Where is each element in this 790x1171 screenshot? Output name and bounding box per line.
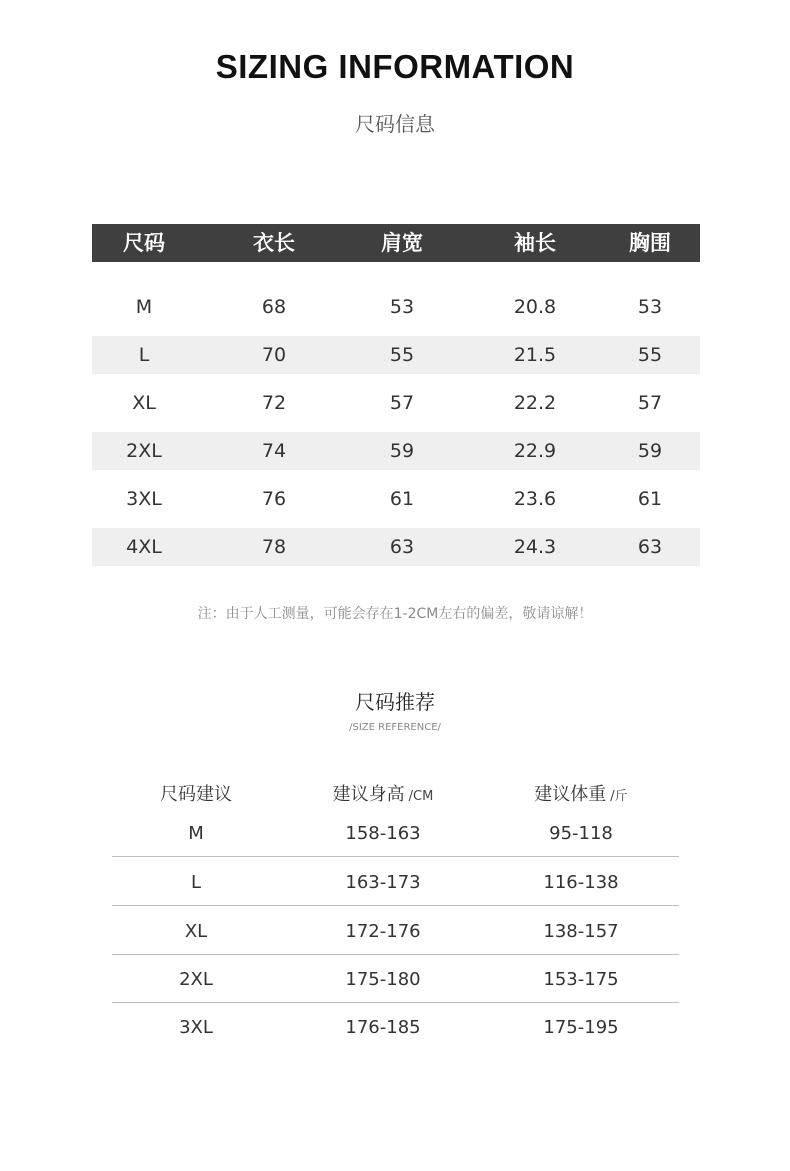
chest-cell: 57 bbox=[637, 392, 663, 414]
size-cell: 4XL bbox=[126, 536, 162, 558]
size-cell: XL bbox=[184, 921, 208, 942]
table-row bbox=[112, 812, 679, 857]
shoulder-cell: 63 bbox=[389, 536, 415, 558]
length-cell: 72 bbox=[261, 392, 287, 414]
chest-cell: 61 bbox=[637, 488, 663, 510]
size-cell: 2XL bbox=[126, 440, 162, 462]
size-cell: XL bbox=[132, 392, 156, 414]
chest-cell: 55 bbox=[637, 344, 663, 366]
length-cell: 76 bbox=[261, 488, 287, 510]
length-cell: 78 bbox=[261, 536, 287, 558]
weight-cell: 153-175 bbox=[543, 969, 619, 990]
header-size: 尺码 bbox=[123, 231, 165, 255]
header-height-unit: /CM bbox=[408, 789, 434, 804]
table-row bbox=[92, 384, 700, 422]
reference-subtitle: /SIZE REFERENCE/ bbox=[349, 722, 441, 733]
size-table bbox=[92, 224, 700, 558]
size-cell: L bbox=[138, 344, 150, 366]
length-cell: 68 bbox=[261, 296, 287, 318]
header-height bbox=[333, 778, 434, 812]
height-cell: 172-176 bbox=[345, 921, 421, 942]
reference-title: 尺码推荐 bbox=[355, 690, 435, 714]
table-row bbox=[92, 288, 700, 326]
size-table-header bbox=[92, 224, 700, 262]
sleeve-cell: 24.3 bbox=[513, 536, 557, 558]
height-cell: 163-173 bbox=[345, 872, 421, 893]
header-size-advice bbox=[160, 778, 232, 812]
page-title: SIZING INFORMATION bbox=[215, 48, 575, 85]
chest-cell: 63 bbox=[637, 536, 663, 558]
measurement-note: 注：由于人工测量，可能会存在1-2CM左右的偏差，敬请谅解！ bbox=[197, 606, 593, 622]
page-subtitle: 尺码信息 bbox=[355, 112, 435, 136]
length-cell: 70 bbox=[261, 344, 287, 366]
length-cell: 74 bbox=[261, 440, 287, 462]
header-weight-unit: /斤 bbox=[610, 789, 628, 804]
chest-cell: 59 bbox=[637, 440, 663, 462]
header-length: 衣长 bbox=[253, 231, 295, 255]
shoulder-cell: 61 bbox=[389, 488, 415, 510]
sleeve-cell: 20.8 bbox=[513, 296, 557, 318]
header-shoulder: 肩宽 bbox=[381, 231, 423, 255]
table-row bbox=[92, 480, 700, 518]
weight-cell: 138-157 bbox=[543, 921, 619, 942]
sleeve-cell: 22.2 bbox=[513, 392, 557, 414]
header-weight-label: 建议体重 bbox=[534, 784, 607, 805]
weight-cell: 116-138 bbox=[543, 872, 619, 893]
shoulder-cell: 55 bbox=[389, 344, 415, 366]
size-cell: M bbox=[135, 296, 153, 318]
chest-cell: 53 bbox=[637, 296, 663, 318]
size-cell: M bbox=[188, 823, 204, 844]
sleeve-cell: 23.6 bbox=[513, 488, 557, 510]
height-cell: 175-180 bbox=[345, 969, 421, 990]
height-cell: 176-185 bbox=[345, 1017, 421, 1038]
header-height-label: 建议身高 bbox=[332, 784, 405, 805]
weight-cell: 175-195 bbox=[543, 1017, 619, 1038]
header-size-advice-label: 尺码建议 bbox=[160, 784, 232, 805]
size-cell: 3XL bbox=[179, 1017, 213, 1038]
reference-table-header bbox=[112, 778, 679, 812]
shoulder-cell: 57 bbox=[389, 392, 415, 414]
header-sleeve: 袖长 bbox=[514, 231, 556, 255]
table-row bbox=[112, 861, 679, 906]
table-row bbox=[112, 1006, 679, 1050]
size-cell: 2XL bbox=[179, 969, 213, 990]
table-row bbox=[92, 336, 700, 374]
sleeve-cell: 22.9 bbox=[513, 440, 557, 462]
size-cell: 3XL bbox=[126, 488, 162, 510]
sleeve-cell: 21.5 bbox=[513, 344, 557, 366]
header-chest: 胸围 bbox=[629, 231, 671, 255]
table-row bbox=[92, 528, 700, 566]
table-row bbox=[112, 958, 679, 1003]
reference-table bbox=[112, 778, 679, 1038]
weight-cell: 95-118 bbox=[549, 823, 613, 844]
height-cell: 158-163 bbox=[345, 823, 421, 844]
table-row bbox=[112, 910, 679, 955]
header-weight bbox=[534, 778, 627, 812]
shoulder-cell: 53 bbox=[389, 296, 415, 318]
shoulder-cell: 59 bbox=[389, 440, 415, 462]
size-cell: L bbox=[190, 872, 202, 893]
table-row bbox=[92, 432, 700, 470]
